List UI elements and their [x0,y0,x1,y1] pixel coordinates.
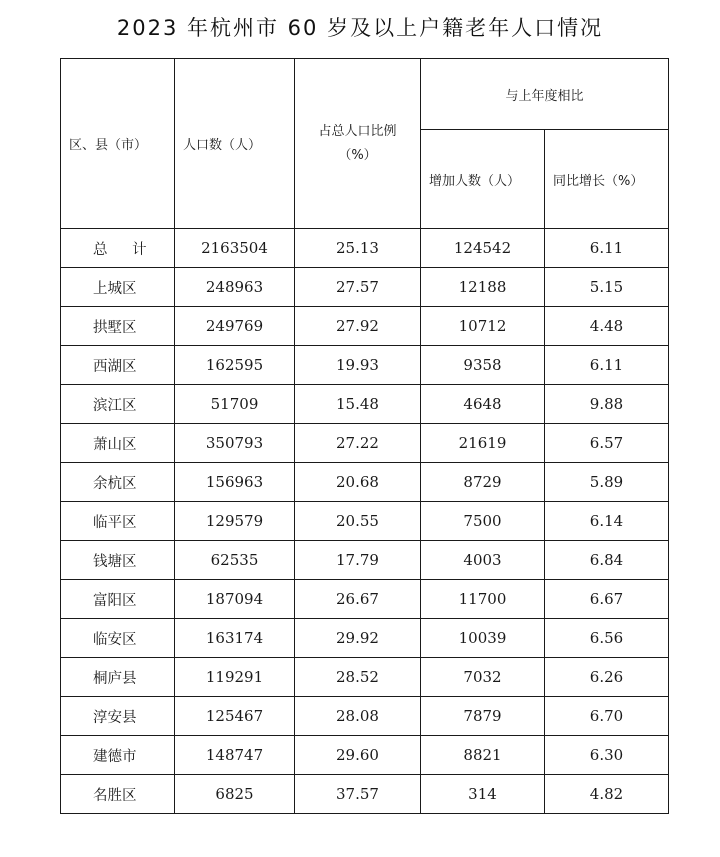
ratio-cell: 29.60 [295,736,421,775]
population-cell: 248963 [175,268,295,307]
table-row [61,463,669,502]
ratio-cell: 20.55 [295,502,421,541]
yoy-cell: 6.26 [545,658,669,697]
population-cell: 51709 [175,385,295,424]
table-row [61,736,669,775]
header-population: 人口数（人） [175,59,295,229]
increase-cell: 10039 [421,619,545,658]
population-cell: 187094 [175,580,295,619]
yoy-cell: 4.82 [545,775,669,814]
increase-cell: 314 [421,775,545,814]
table-row [61,580,669,619]
table-row [61,697,669,736]
table-row [61,775,669,814]
ratio-cell: 15.48 [295,385,421,424]
increase-cell: 21619 [421,424,545,463]
population-cell: 62535 [175,541,295,580]
yoy-cell: 6.30 [545,736,669,775]
ratio-cell: 28.52 [295,658,421,697]
district-name-cell: 拱墅区 [61,307,175,346]
ratio-cell: 17.79 [295,541,421,580]
table-row [61,229,669,268]
header-compare: 与上年度相比 [421,59,669,130]
header-ratio-line2: （%） [338,147,377,163]
district-name-cell: 上城区 [61,268,175,307]
yoy-cell: 6.84 [545,541,669,580]
increase-cell: 10712 [421,307,545,346]
district-name-cell: 桐庐县 [61,658,175,697]
table-row [61,502,669,541]
ratio-cell: 29.92 [295,619,421,658]
district-name-cell: 临安区 [61,619,175,658]
ratio-cell: 20.68 [295,463,421,502]
population-cell: 2163504 [175,229,295,268]
yoy-cell: 6.11 [545,229,669,268]
population-table [60,58,669,814]
population-cell: 148747 [175,736,295,775]
district-name-cell: 名胜区 [61,775,175,814]
district-name-cell: 临平区 [61,502,175,541]
table-row [61,346,669,385]
yoy-cell: 6.56 [545,619,669,658]
population-cell: 119291 [175,658,295,697]
ratio-cell: 26.67 [295,580,421,619]
district-name-cell: 建德市 [61,736,175,775]
district-name-cell: 余杭区 [61,463,175,502]
district-name-cell: 总 计 [61,229,175,268]
district-name-cell: 西湖区 [61,346,175,385]
increase-cell: 4003 [421,541,545,580]
increase-cell: 9358 [421,346,545,385]
header-ratio-line1: 占总人口比例 [318,123,397,139]
population-cell: 162595 [175,346,295,385]
increase-cell: 8821 [421,736,545,775]
yoy-cell: 6.70 [545,697,669,736]
district-name-cell: 滨江区 [61,385,175,424]
ratio-cell: 19.93 [295,346,421,385]
yoy-cell: 9.88 [545,385,669,424]
ratio-cell: 37.57 [295,775,421,814]
table-row [61,385,669,424]
yoy-cell: 5.89 [545,463,669,502]
population-cell: 129579 [175,502,295,541]
yoy-cell: 6.67 [545,580,669,619]
district-name-cell: 淳安县 [61,697,175,736]
ratio-cell: 28.08 [295,697,421,736]
district-name-cell: 萧山区 [61,424,175,463]
increase-cell: 8729 [421,463,545,502]
yoy-cell: 4.48 [545,307,669,346]
population-cell: 6825 [175,775,295,814]
district-name-cell: 钱塘区 [61,541,175,580]
ratio-cell: 27.57 [295,268,421,307]
table-row [61,307,669,346]
header-ratio [295,59,421,229]
yoy-cell: 5.15 [545,268,669,307]
population-cell: 156963 [175,463,295,502]
increase-cell: 124542 [421,229,545,268]
table-row [61,541,669,580]
increase-cell: 12188 [421,268,545,307]
increase-cell: 7500 [421,502,545,541]
ratio-cell: 27.92 [295,307,421,346]
page-title: 2023 年杭州市 60 岁及以上户籍老年人口情况 [116,16,604,40]
population-cell: 249769 [175,307,295,346]
table-row [61,424,669,463]
header-yoy: 同比增长（%） [545,130,669,229]
population-cell: 163174 [175,619,295,658]
increase-cell: 7032 [421,658,545,697]
population-cell: 125467 [175,697,295,736]
increase-cell: 11700 [421,580,545,619]
header-district: 区、县（市） [61,59,175,229]
table-row [61,619,669,658]
table-row [61,268,669,307]
ratio-cell: 27.22 [295,424,421,463]
yoy-cell: 6.14 [545,502,669,541]
yoy-cell: 6.57 [545,424,669,463]
yoy-cell: 6.11 [545,346,669,385]
increase-cell: 7879 [421,697,545,736]
header-increase: 增加人数（人） [421,130,545,229]
population-cell: 350793 [175,424,295,463]
increase-cell: 4648 [421,385,545,424]
district-name-cell: 富阳区 [61,580,175,619]
table-row [61,658,669,697]
ratio-cell: 25.13 [295,229,421,268]
